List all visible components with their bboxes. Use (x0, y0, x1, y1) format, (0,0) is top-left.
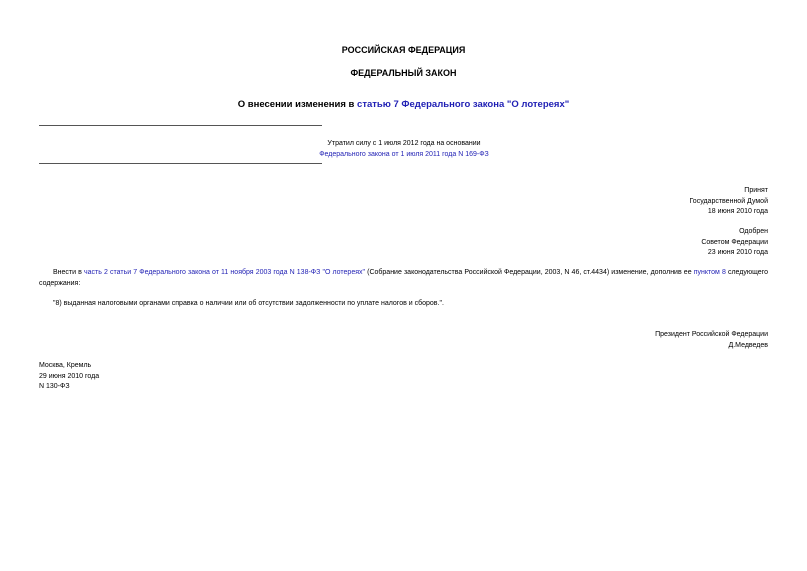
law-title (0, 99, 807, 110)
signature-position: Президент Российской Федерации (655, 331, 768, 338)
law-type-heading: ФЕДЕРАЛЬНЫЙ ЗАКОН (350, 68, 457, 78)
signature-name: Д.Медведев (728, 341, 768, 349)
body-paragraph-2: "8) выданная налоговыми органами справка о наличии или об отсутствии задолженности по уплате налогов и сборов.". (53, 300, 444, 307)
repeal-note: Утратил силу с 1 июля 2012 года на основании (327, 140, 481, 147)
approved-label: Одобрен (739, 228, 768, 235)
country-heading: РОССИЙСКАЯ ФЕДЕРАЦИЯ (341, 45, 466, 55)
repeal-law-link[interactable]: Федерального закона от 1 июля 2011 года N 169-ФЗ (319, 151, 489, 158)
law-title-prefix: О внесении изменения в (237, 99, 358, 110)
approved-by: Советом Федерации (701, 238, 768, 246)
divider-bottom (39, 163, 322, 164)
accepted-by: Государственной Думой (689, 197, 768, 205)
footer-date: 29 июня 2010 года (39, 372, 100, 380)
p1-point-link[interactable]: пунктом 8 (693, 269, 726, 276)
p1-law-link[interactable]: часть 2 статьи 7 Федерального закона от 11 ноября 2003 года N 138-ФЗ "О лотереях" (84, 269, 365, 276)
divider-top (39, 125, 322, 126)
p1-text-c: следующего содержания: (39, 269, 768, 287)
law-title-link[interactable]: статью 7 Федерального закона "О лотереях" (357, 99, 570, 110)
accepted-date: 18 июня 2010 года (707, 208, 768, 215)
accepted-label: Принят (744, 187, 768, 194)
p1-text-b: (Собрание законодательства Российской Федерации, 2003, N 46, ст.4434) изменение, дополнив ее (365, 269, 694, 276)
footer-place: Москва, Кремль (39, 362, 92, 369)
adoption-block (689, 186, 768, 218)
approval-block (701, 227, 768, 259)
body-paragraph-1 (39, 268, 768, 289)
signature-block (655, 330, 768, 351)
footer-block (39, 361, 99, 393)
p1-text-a: Внести в (53, 269, 84, 276)
footer-number: N 130-ФЗ (39, 383, 70, 390)
approved-date: 23 июня 2010 года (707, 249, 768, 256)
